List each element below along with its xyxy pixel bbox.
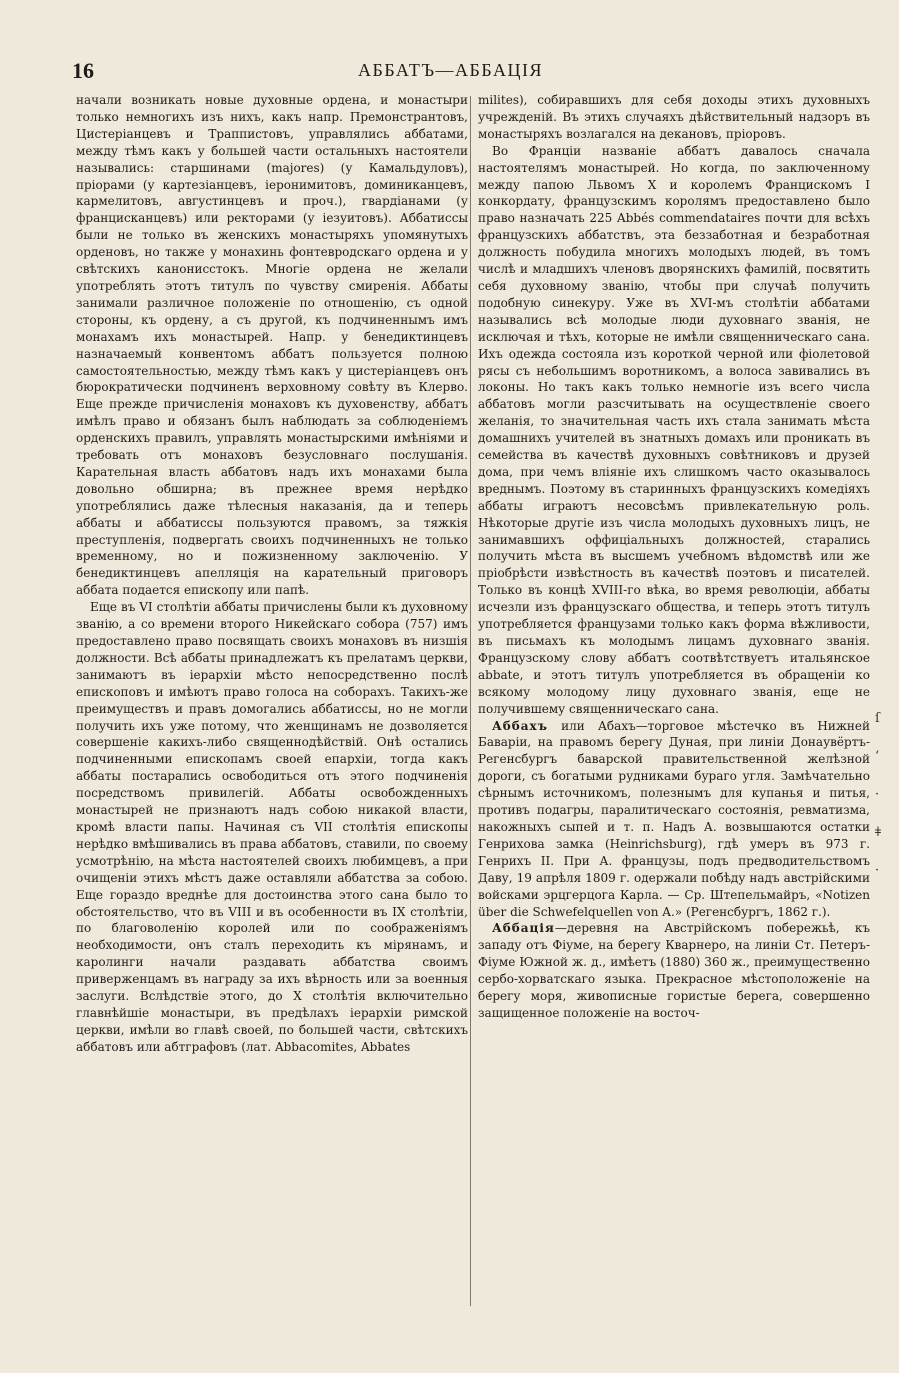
paragraph: milites), собиравшихъ для себя доходы этихъ духовныхъ учрежденій. Въ этихъ случаяхъ дѣйствительный надзоръ въ монастыряхъ возлагался на декановъ, пріоровъ. [478,93,870,141]
paragraph: Во Франціи названіе аббатъ давалось сначала настоятелямъ монастырей. Но когда, по заключенному между папою Львомъ X и королемъ Францискомъ I конкордату, французскимъ королямъ предоставлено было право назначать 225 Abbés commendataires почти для всѣхъ французскихъ аббатствъ, эта беззаботная и безработная должность побудила многихъ молодыхъ людей, въ томъ числѣ и младшихъ членовъ дворянскихъ фамилій, посвятить себя духовному званію, чтобы при случаѣ получить подобную синекуру. Уже въ XVI-мъ столѣтіи аббатами назывались всѣ молодые люди духовнаго званія, не исключая и тѣхъ, которые не имѣли священническаго сана. Ихъ одежда состояла изъ короткой черной или фіолетовой рясы съ небольшимъ воротникомъ, а волоса завивались въ локоны. Но такъ какъ только немногіе изъ всего числа аббатовъ могли разсчитывать на осуществленіе своего желанія, то значительная часть ихъ стала занимать мѣста домашнихъ учителей въ знатныхъ домахъ или проникать въ семейства въ качествѣ духовныхъ совѣтниковъ и друзей дома, при чемъ вліяніе ихъ слишкомъ часто оказывалось вреднымъ. Поэтому въ старинныхъ французскихъ комедіяхъ аббаты играютъ несовсѣмъ привлекательную роль. Нѣкоторые другіе изъ числа молодыхъ духовныхъ лицъ, не занимавшихъ оффиціальныхъ должностей, старались получить мѣста въ высшемъ учебномъ вѣдомствѣ или же пріобрѣсти извѣстность въ качествѣ поэтовъ и писателей. Только въ концѣ XVIII-го вѣка, во время революціи, аббаты исчезли изъ французскаго общества, и теперь этотъ титулъ употребляется французами только какъ форма вѣжливости, въ письмахъ къ молодымъ лицамъ духовнаго званія. Французскому слову аббатъ соотвѣтствуетъ итальянское abbate, и этотъ титулъ употребляется въ обращеніи ко всякому молодому лицу духовнаго званія, еще не получившему священническаго сана. [478,143,870,716]
left-column [76,92,468,1056]
column-divider [470,96,471,1306]
entry-text: или Абахъ—торговое мѣстечко въ Нижней Баваріи, на правомъ берегу Дуная, при линіи Донаувёртъ-Регенсбургъ баварской правительственной желѣзной дороги, съ богатыми рудниками бураго угля. Замѣчательно сѣрнымъ источникомъ, полезнымъ для купанья и питья, противъ подагры, паралитическаго состоянія, ревматизма, накожныхъ сыпей и т. п. Надъ А. возвышаются остатки Генрихова замка (Heinrichsburg), гдѣ умеръ въ 973 г. Генрихъ II. При А. французы, подъ предводительствомъ Даву, 19 апрѣля 1809 г. одержали побѣду надъ австрійскими войсками эрцгерцога Карла. — Ср. Штепельмайръ, «Notizen über die Schwefelquellen von A.» (Регенсбургъ, 1862 г.). [478,718,870,919]
entry-headword: Аббахъ [492,718,548,733]
page-edge-marks: ſ ‘ · ǂ · [875,711,881,878]
page-header [62,58,839,88]
running-title: АББАТЪ—АББАЦІЯ [358,60,543,80]
right-column [478,92,870,1022]
paragraph: начали возникать новые духовные ордена, и монастыри только немногихъ изъ нихъ, какъ напр. Премонстрантовъ, Цистеріанцевъ и Траппистовъ, управлялись аббатами, между тѣмъ какъ у большей части остальныхъ настоятели назывались: старшинами (majores) (у Камальдуловъ), пріорами (у картезіанцевъ, іеронимитовъ, доминиканцевъ, кармелитовъ, августинцевъ и проч.), гвардіанами (у францисканцевъ) или ректорами (у іезуитовъ). Аббатиссы были не только въ женскихъ монастыряхъ упомянутыхъ орденовъ, но также у монахинь фонтевродскаго ордена и у свѣтскихъ канонисстокъ. Многіе ордена не желали употреблять этотъ титулъ по чувству смиренія. Аббаты занимали различное положеніе по отношенію, съ одной стороны, къ ордену, а съ другой, къ подчиненнымъ имъ монахамъ ихъ монастырей. Напр. у бенедиктинцевъ назначаемый конвентомъ аббатъ пользуется полною самостоятельностью, между тѣмъ какъ у цистеріанцевъ онъ бюрократически подчиненъ верховному совѣту въ Клерво. Еще прежде причисленія монаховъ къ духовенству, аббатъ имѣлъ право и обязанъ былъ наблюдать за соблюденіемъ орденскихъ правилъ, управлять монастырскими имѣніями и требовать отъ монаховъ безусловнаго послушанія. Карательная власть аббатовъ надъ ихъ монахами была довольно обширна; въ прежнее время нерѣдко употреблялись даже тѣлесныя наказанія, да и теперь аббаты и аббатиссы пользуются правомъ, за тяжкія преступленія, подвергать своихъ подчиненныхъ не только временному, но и пожизненному заключенію. У бенедиктинцевъ апелляція на карательный приговоръ аббата подается епископу или папѣ. [76,93,468,598]
entry-headword: Аббація [492,921,555,936]
page-number: 16 [72,58,94,83]
entry-abbacia [478,920,870,1021]
entry-abbach [478,718,870,921]
paragraph: Еще въ VI столѣтіи аббаты причислены были къ духовному званію, а со времени второго Никейскаго собора (757) имъ предоставлено право посвящать своихъ монаховъ въ низшія должности. Всѣ аббаты принадлежатъ къ прелатамъ церкви, занимаютъ въ іерархіи мѣсто непосредственно послѣ епископовъ и имѣютъ право голоса на соборахъ. Такихъ-же преимуществъ и правъ домогались аббатиссы, но не могли получить ихъ уже потому, что женщинамъ не дозволяется совершеніе какихъ-либо священнодѣйствій. Онѣ остались подчиненными епископамъ своей епархіи, тогда какъ аббаты постарались освободиться отъ этого подчиненія посредствомъ привилегій. Аббаты освобожденныхъ монастырей не признаютъ надъ собою никакой власти, кромѣ власти папы. Начиная съ VII столѣтія епископы нерѣдко вмѣшивались въ права аббатовъ, ставили, по своему усмотрѣнію, на мѣста настоятелей своихъ любимцевъ, а при очищеніи этихъ мѣстъ даже оставляли аббатства за собою. Еще гораздо вреднѣе для достоинства этого сана было то обстоятельство, что въ VIII и въ особенности въ IX столѣтіи, по благоволенію королей или по соображеніямъ необходимости, онъ сталъ переходить къ мірянамъ, и каролинги начали раздавать аббатства своимъ приверженцамъ въ награду за ихъ вѣрность или за военныя заслуги. Вслѣдствіе этого, до X столѣтія включительно главнѣйшіе монастыри, въ предѣлахъ іерархіи римской церкви, имѣли во главѣ своей, по большей части, свѣтскихъ аббатовъ или абтграфовъ (лат. Abbacomites, Abbates [76,600,468,1054]
entry-text: —деревня на Австрійскомъ побережьѣ, къ западу отъ Фіуме, на берегу Кварнеро, на линіи Ст. Петеръ-Фіуме Южной ж. д., имѣетъ (1880) 360 ж., преимущественно сербо-хорватскаго языка. Прекрасное мѣстоположеніе на берегу моря, живописные гористые берега, совершенно защищенное положеніе на восточ- [478,921,870,1020]
